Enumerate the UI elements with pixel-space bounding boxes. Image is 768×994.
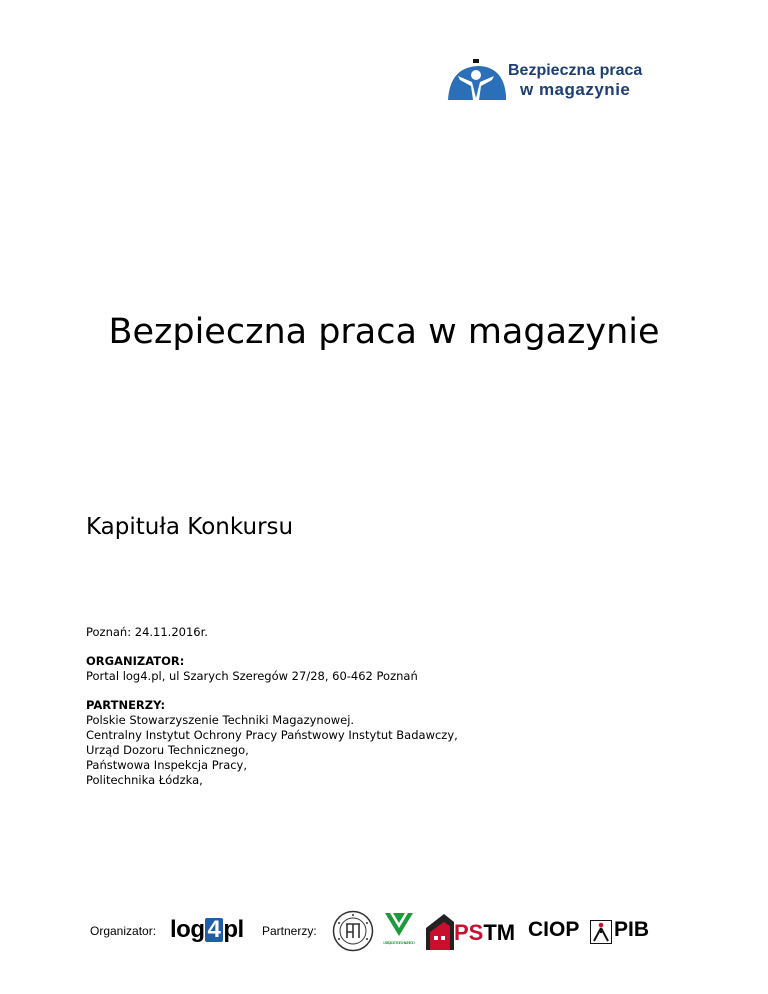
partner-item: Polskie Stowarzyszenie Techniki Magazynowej. [86, 713, 355, 727]
logo-line1: Bezpieczna praca [508, 62, 643, 79]
logo-line2: w magazynie [520, 80, 631, 99]
log4-logo [170, 916, 244, 944]
pib-logo: PIB [614, 918, 650, 941]
ciop-figure-icon [590, 920, 612, 944]
pstm-logo [454, 920, 515, 946]
organizer-label: ORGANIZATOR: [86, 654, 185, 668]
organizer-text: Portal log4.pl, ul Szarych Szeregów 27/28, 60-462 Poznań [86, 669, 418, 683]
logo-emblem-icon [446, 58, 508, 102]
pip-seal-icon [332, 910, 374, 952]
document-date: Poznań: 24.11.2016r. [86, 625, 208, 639]
partner-item: Centralny Instytut Ochrony Pracy Państwowy Instytut Badawczy, [86, 728, 458, 742]
pstm-logo-part: TM [483, 920, 516, 945]
log4-logo-part: log [170, 916, 205, 943]
log4-logo-part: 4 [205, 918, 224, 942]
page-subtitle: Kapituła Konkursu [86, 514, 294, 540]
pstm-logo-part: PS [454, 920, 484, 945]
udt-caption: URZĄD DOZORU TECHNICZNEGO [383, 940, 415, 945]
pstm-building-icon [426, 914, 454, 950]
header-logo [446, 58, 661, 102]
footer-organizer-label: Organizator: [90, 924, 157, 938]
log4-logo-part: pl [223, 916, 244, 943]
partner-item: Politechnika Łódzka, [86, 773, 203, 787]
partner-item: Urząd Dozoru Technicznego, [86, 743, 249, 757]
footer-partners-label: Partnerzy: [262, 924, 317, 938]
page-title: Bezpieczna praca w magazynie [108, 312, 660, 352]
partner-item: Państwowa Inspekcja Pracy, [86, 758, 248, 772]
footer-logos [90, 910, 670, 952]
ciop-logo: CIOP [528, 918, 580, 941]
document-info [86, 625, 458, 802]
partners-label: PARTNERZY: [86, 698, 166, 712]
organizer-section [86, 654, 458, 684]
partners-section [86, 698, 458, 788]
udt-logo-icon [382, 910, 416, 952]
